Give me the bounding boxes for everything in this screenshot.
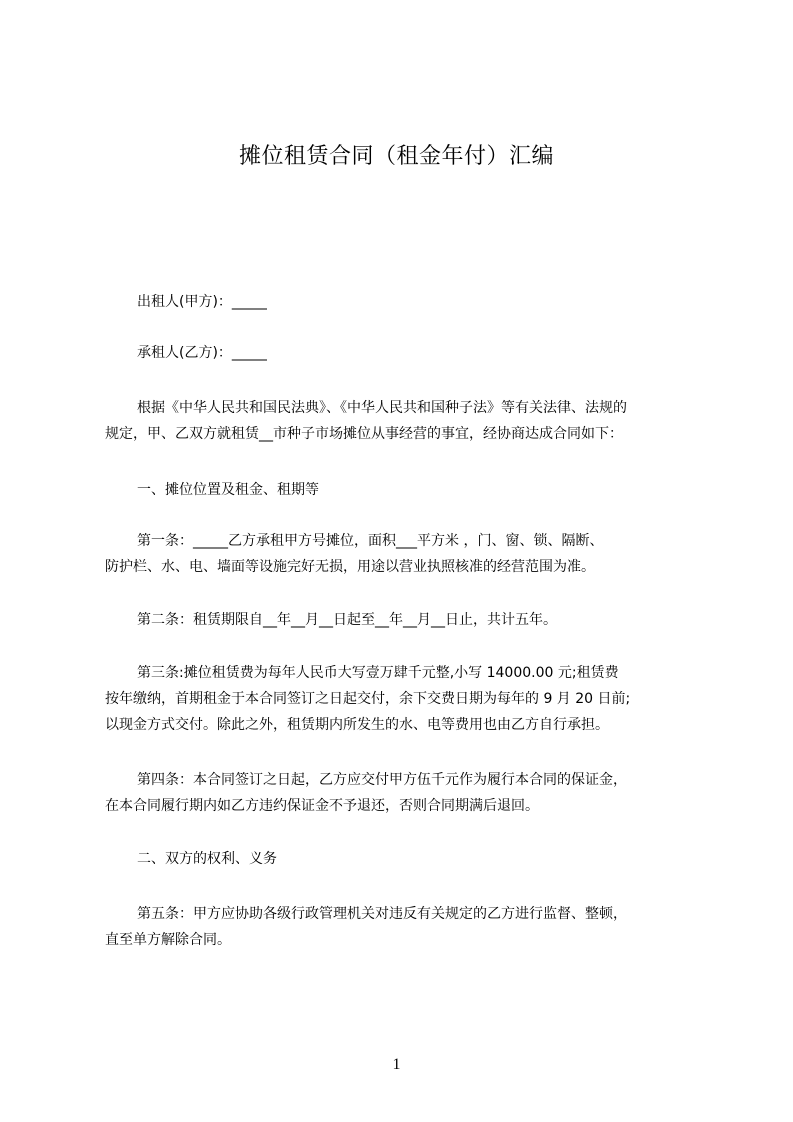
page-number: 1	[392, 1056, 401, 1073]
article-2-paragraph	[105, 607, 705, 633]
document-title: 摊位租赁合同（租金年付）汇编	[238, 144, 554, 169]
article-4-line-1: 第四条：本合同签订之日起，乙方应交付甲方伍千元作为履行本合同的保证金，	[137, 772, 627, 788]
section-2-heading	[105, 846, 705, 872]
article-1-paragraph	[105, 528, 705, 580]
preamble-paragraph	[105, 395, 705, 447]
article-4-paragraph	[105, 767, 705, 819]
article-5-line-1: 第五条：甲方应协助各级行政管理机关对违反有关规定的乙方进行监督、整顿，	[137, 906, 627, 922]
article-1-line-1: 第一条：_____乙方承租甲方号摊位，面积___平方米 ，门、窗、锁、隔断、	[137, 533, 604, 549]
lessee-line	[105, 340, 705, 366]
article-5-paragraph	[105, 901, 705, 953]
section-1-heading	[105, 477, 705, 503]
lessee-text: 承租人(乙方)：_____	[137, 345, 267, 361]
lessor-text: 出租人(甲方)：_____	[137, 294, 267, 310]
article-3-line-2: 按年缴纳，首期租金于本合同签订之日起交付，余下交费日期为每年的 9 月 20 日前;	[105, 691, 631, 707]
lessor-line	[105, 289, 705, 315]
section-2-heading-text: 二、双方的权利、义务	[137, 851, 277, 867]
article-2-line-1: 第二条：租赁期限自__年__月__日起至__年__月__日止，共计五年。	[137, 612, 557, 628]
article-4-line-2: 在本合同履行期内如乙方违约保证金不予退还，否则合同期满后退回。	[105, 798, 539, 814]
preamble-line-1: 根据《中华人民共和国民法典》、《中华人民共和国种子法》等有关法律、法规的	[137, 400, 627, 416]
article-3-line-1: 第三条:摊位租赁费为每年人民币大写壹万肆千元整,小写 14000.00 元;租赁费	[137, 665, 619, 681]
article-5-line-2: 直至单方解除合同。	[105, 932, 231, 948]
section-1-heading-text: 一、摊位位置及租金、租期等	[137, 482, 319, 498]
article-3-line-3: 以现金方式交付。除此之外，租赁期内所发生的水、电等费用也由乙方自行承担。	[105, 717, 609, 733]
article-1-line-2: 防护栏、水、电、墙面等设施完好无损，用途以营业执照核准的经营范围为准。	[105, 559, 595, 575]
article-3-paragraph	[105, 660, 705, 738]
preamble-line-2: 规定，甲、乙双方就租赁__市种子市场摊位从事经营的事宜，经协商达成合同如下：	[105, 426, 623, 442]
